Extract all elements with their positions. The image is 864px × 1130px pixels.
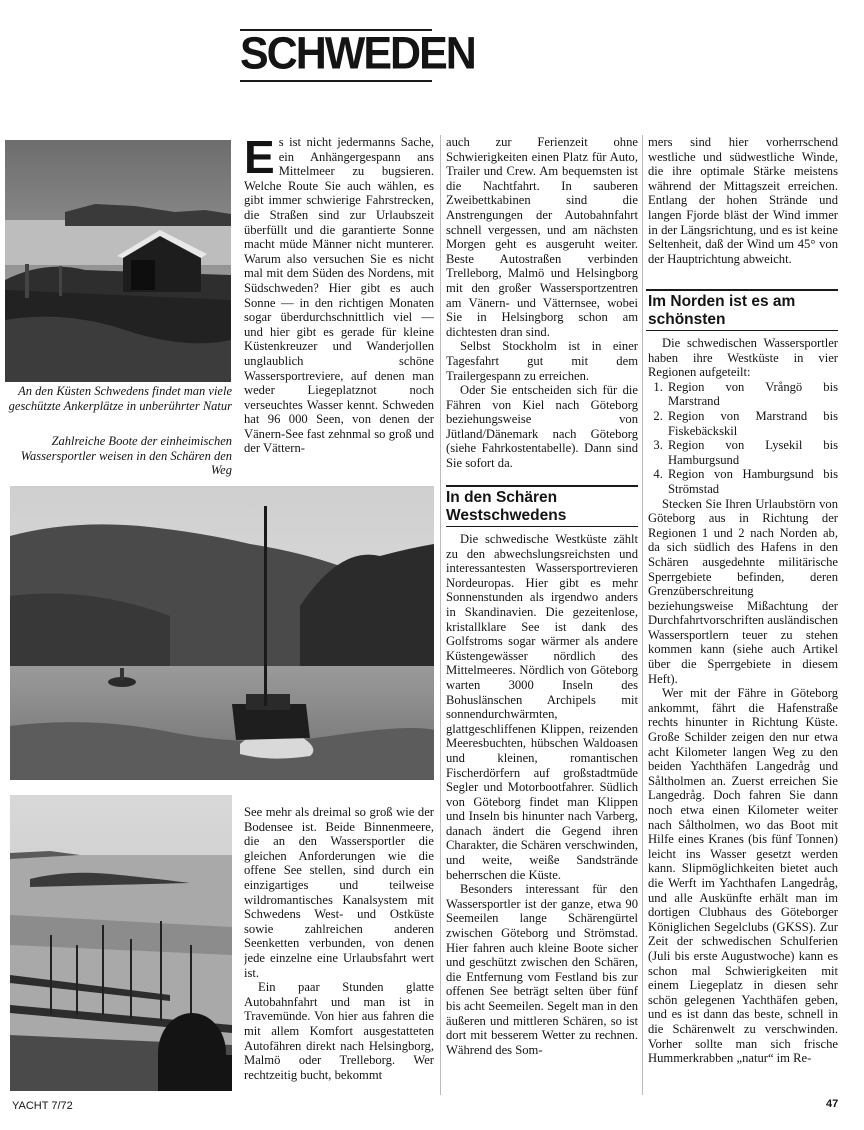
list-item: 4. Region von Hamburgsund bis Strömstad [666,467,838,496]
page-title: SCHWEDEN [240,28,475,80]
article-paragraph: See mehr als dreimal so groß wie der Bodensee ist. Beide Binnenmeere, die an den Wassersportler die gleichen Anforderungen wie die offene See stellen, sind durch ein einzigartiges und teilweise wildromantisches Kanalsystem mit Schwedens West- und Ostküste sowie zahlreichen anderen Seenketten verbunden, von denen jede einzelne eine Urlaubsfahrt wert ist. [244,805,434,980]
article-column-2-continued [446,532,638,1092]
list-item: 2. Region von Marstrand bis Fiskebäckskil [666,409,838,438]
article-paragraph: Besonders interessant für den Wassersportler ist der ganze, etwa 90 Seemeilen lange Schärengürtel zwischen Göteborg und Strömstad. Hier fahren auch kleine Boote sicher und geschützt zwischen den Schären, die Entfernung vom Festland bis zur offenen See beträgt selten über fünf bis acht Seemeilen. Segelt man in den äußeren und mittleren Schären, so ist dort mit besserem Wetter zu rechnen. Während des Som- [446,882,638,1057]
article-column-3-continued [648,336,838,1092]
magazine-issue: YACHT 7/72 [12,1100,73,1112]
article-column-1-continued [244,805,434,1090]
article-intro: s ist nicht jedermanns Sache, ein Anhängergespann ans Mittelmeer zu bugsieren. Welche Route Sie auch wählen, es gibt immer schwierige Fahrstrecken, die Straßen sind zur Urlaubszeit überfüllt und die garantierte Sonne macht müde Männer nicht munterer. Warum also versuchen Sie es nicht mal mit dem Süden des Nordens, mit Südschweden? Hier gibt es auch Sonne — in den richtigen Monaten sogar überdurchschnittlich viel — und hier gibt es gerade für kleine Küstenkreuzer und Wanderjollen unglaublich schöne Wassersportreviere, auf denen man weder Liegeplatznot noch verseuchtes Wasser kennt. Schweden hat 96 000 Seen, von denen der Vänern-See fast zehnmal so groß und der Vättern- [244,135,434,456]
photo-hut-shore [5,140,231,382]
list-item: 3. Region von Lysekil bis Hamburgsund [666,438,838,467]
regions-list [648,380,838,497]
article-paragraph: Die schwedischen Wassersportler haben ihre Westküste in vier Regionen aufgeteilt: [648,336,838,380]
article-paragraph: Wer mit der Fähre in Göteborg ankommt, fährt die Hafenstraße rechts hinunter in Richtung Küste. Große Schilder zeigen den nur etwa acht Kilometer langen Weg zu den beiden Yachthäfen Langedråg und Såltholmen an. Zuerst erreichen Sie Langedråg. Doch fahren Sie dann noch etwa einen Kilometer weiter nach Såltholmen, wo das Boot mit Hilfe eines Kranes (bis fünf Tonnen) leicht ins Wasser gesetzt werden kann. Slipmöglichkeiten bietet auch die Werft im Yachthafen Langedråg, und alle Auskünfte erhält man im dortigen Clubhaus des Göteborger Königlichen Segelclubs (GKSS). Zur Zeit der schwedischen Schulferien (Juli bis erste Augustwoche) kann es schon mal Schwierigkeiten mit einem Liegeplatz in diesen sehr schön gelegenen Yachthäfen geben, und es ist dann das beste, schnell in die Schärenwelt zu verschwinden. Vorher sollte man sich frische Hummerkrabben „natur“ im Re- [648,686,838,1066]
list-item: 1. Region von Vrångö bis Marstrand [666,380,838,409]
section-heading-west-sweden: In den Schären Westschwedens [446,489,567,524]
page-number: 47 [826,1098,839,1110]
heading-rule [646,330,838,331]
caption-boats: Zahlreiche Boote der einheimischen Wassersportler weisen in den Schären den Weg [20,434,232,477]
column-divider [440,135,441,1095]
article-paragraph: Stecken Sie Ihren Urlaubstörn von Göteborg aus in Richtung der Regionen 1 und 2 nach Norden ab, da sich südlich des Hafens in den Schären ausgedehnte militärische Sperrgebiete befinden, deren Grenzüberschreitung beziehungsweise Mißachtung der Durchfahrtvorschriften ausländischen Wassersportlern teuer zu stehen kommen kann (siehe auch Artikel über die Sperrgebiete in diesem Heft). [648,496,838,686]
photo-marina [10,795,232,1091]
column-divider [642,135,643,1095]
article-column-2 [446,135,638,475]
heading-rule [646,289,838,291]
drop-cap: E [244,135,275,183]
article-column-3 [648,135,838,280]
article-paragraph: Die schwedische Westküste zählt zu den abwechslungsreichsten und interessantesten Wassersportrevieren Nordeuropas. Hier gibt es mehr Sonnenstunden als irgendwo anders in Skandinavien. Die gezeitenlose, kristallklare See ist dank des Golfstroms sogar wärmer als andere Küstengewässer nördlich des Mittelmeeres. Nördlich von Göteborg warten 3000 Inseln des Bohuslänschen Archipels mit sonnendurchwärmten, glattgeschliffenen Klippen, reizenden Meeresbuchten, hübschen Waldoasen und kleinen, romantischen Fischerdörfern auf großstadtmüde Segler und Motorbootfahrer. Südlich von Göteborg findet man Klippen und Inseln bis hinunter nach Varberg, danach ändert die Gegend ihren Charakter, die Schären verschwinden, und weite, weiße Sandstrände beherrschen die Küste. [446,532,638,882]
title-rule-bottom [240,80,432,82]
article-paragraph: Ein paar Stunden glatte Autobahnfahrt und man ist in Travemünde. Von hier aus fahren die mit allem Komfort ausgestatteten Autofähren direkt nach Helsingborg, Malmö oder Trelleborg. Wer rechtzeitig bucht, bekommt [244,980,434,1082]
heading-rule [446,526,638,527]
article-column-1 [244,135,434,475]
photo-motorboat-fjord [10,486,434,780]
caption-anchorage: An den Küsten Schwedens findet man viele geschützte Ankerplätze in unberührter Natur [8,384,232,413]
article-paragraph: Selbst Stockholm ist in einer Tagesfahrt gut mit dem Trailergespann zu erreichen. [446,339,638,383]
article-paragraph: Oder Sie entscheiden sich für die Fähren von Kiel nach Göteborg beziehungsweise von Jütland/Dänemark nach Göteborg (siehe Fahrkostentabelle). Dann sind Sie sofort da. [446,383,638,471]
article-paragraph: auch zur Ferienzeit ohne Schwierigkeiten einen Platz für Auto, Trailer und Crew. Am bequemsten ist die Nachtfahrt. In sauberen Zweibettkabinen sind die Anstrengungen der Autobahnfahrt schnell vergessen, und am nächsten Morgen geht es ausgeruht weiter. Beste Autostraßen verbinden Trelleborg, Malmö und Helsingborg mit den großer Wassersportzentren am Vänern- und Vätternsee, wobei Sie in Helsingborg schon am dichtesten dran sind. [446,135,638,339]
article-paragraph: mers sind hier vorherrschend westliche und südwestliche Winde, die ihre optimale Stärke meistens während der Mittagszeit erreichen. Entlang der hohen Strände und langen Fjorde bläst der Wind immer in der Längsrichtung, und es ist keine Seltenheit, daß der Wind um 45° von der Hauptrichtung abweicht. [648,135,838,266]
heading-rule [446,485,638,487]
section-heading-north: Im Norden ist es am schönsten [648,293,796,328]
